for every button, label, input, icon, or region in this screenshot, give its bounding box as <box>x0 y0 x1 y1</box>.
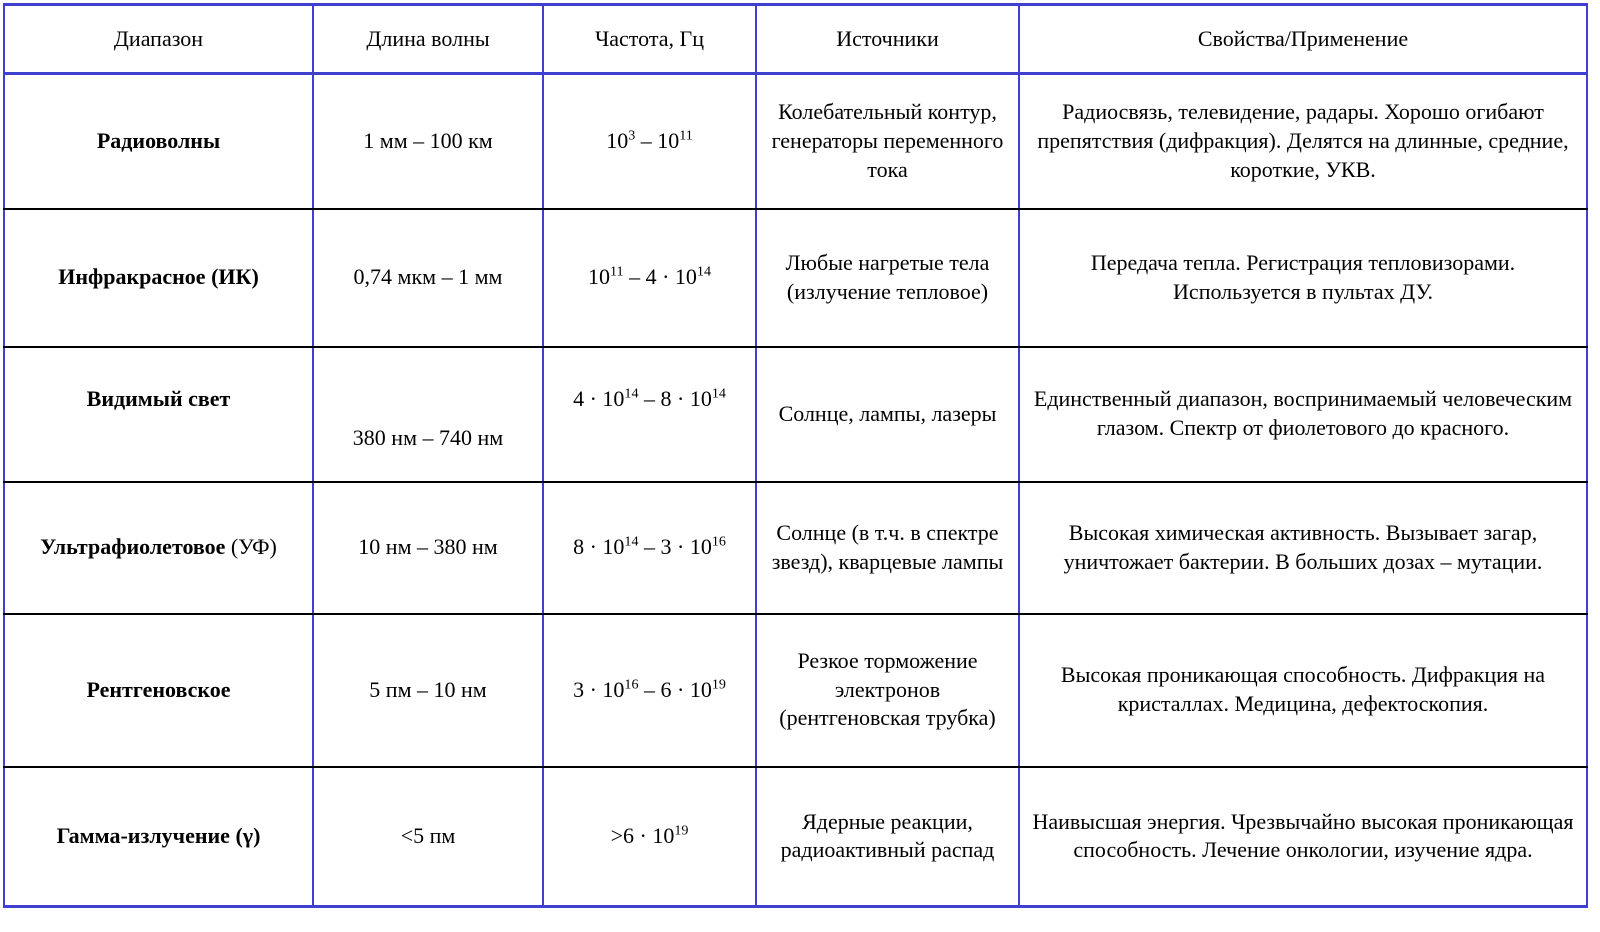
cell-wavelength-uv: 10 нм – 380 нм <box>313 482 543 614</box>
cell-band-visible <box>4 347 313 482</box>
cell-band-radio <box>4 74 313 209</box>
cell-frequency-uv: $8 \cdot 10^{14} - 3 \cdot 10^{16}$ <box>543 482 756 614</box>
band-label: Инфракрасное (ИК) <box>58 264 259 290</box>
electromagnetic-spectrum-table <box>3 3 1588 908</box>
table-row <box>4 209 1587 347</box>
cell-wavelength-infrared: 0,74 мкм – 1 мм <box>313 209 543 347</box>
cell-wavelength-radio: 1 мм – 100 км <box>313 74 543 209</box>
table-row <box>4 767 1587 907</box>
cell-properties-xray: Высокая проникающая способность. Дифракция на кристаллах. Медицина, дефектоскопия. <box>1019 614 1587 767</box>
column-header-src: Источники <box>756 5 1019 74</box>
cell-wavelength-xray: 5 пм – 10 нм <box>313 614 543 767</box>
cell-frequency-gamma: $>6 \cdot 10^{19}$ <box>543 767 756 907</box>
column-header-props: Свойства/Применение <box>1019 5 1587 74</box>
table-row <box>4 614 1587 767</box>
table-row <box>4 347 1587 482</box>
band-label: Видимый свет <box>86 385 231 411</box>
cell-sources-radio: Колебательный контур, генераторы переменного тока <box>756 74 1019 209</box>
column-header-band: Диапазон <box>4 5 313 74</box>
header-row <box>4 5 1587 74</box>
table-row <box>4 482 1587 614</box>
cell-frequency-radio: $10^3 - 10^{11}$ <box>543 74 756 209</box>
band-label: Рентгеновское <box>86 676 231 702</box>
cell-properties-gamma: Наивысшая энергия. Чрезвычайно высокая проникающая способность. Лечение онкологии, изучение ядра. <box>1019 767 1587 907</box>
table-header <box>4 5 1587 74</box>
table-body <box>4 74 1587 907</box>
cell-sources-xray: Резкое торможение электронов (рентгеновская трубка) <box>756 614 1019 767</box>
cell-properties-visible: Единственный диапазон, воспринимаемый человеческим глазом. Спектр от фиолетового до красного. <box>1019 347 1587 482</box>
cell-frequency-visible: $4 \cdot 10^{14} - 8 \cdot 10^{14}$ <box>543 347 756 482</box>
band-label: Ультрафиолетовое <box>40 534 226 560</box>
cell-properties-uv: Высокая химическая активность. Вызывает загар, уничтожает бактерии. В больших дозах – мутации. <box>1019 482 1587 614</box>
band-label: Гамма-излучение (γ) <box>56 822 261 848</box>
cell-frequency-infrared: $10^{11} - 4 \cdot 10^{14}$ <box>543 209 756 347</box>
cell-wavelength-visible: 380 нм – 740 нм <box>313 347 543 482</box>
cell-sources-infrared: Любые нагретые тела (излучение тепловое) <box>756 209 1019 347</box>
band-label: Радиоволны <box>96 127 221 153</box>
cell-sources-visible: Солнце, лампы, лазеры <box>756 347 1019 482</box>
cell-band-xray <box>4 614 313 767</box>
cell-band-uv <box>4 482 313 614</box>
band-label-suffix: (УФ) <box>225 534 277 560</box>
cell-sources-gamma: Ядерные реакции, радиоактивный распад <box>756 767 1019 907</box>
cell-properties-infrared: Передача тепла. Регистрация тепловизорами. Используется в пультах ДУ. <box>1019 209 1587 347</box>
cell-band-gamma <box>4 767 313 907</box>
cell-frequency-xray: $3 \cdot 10^{16} - 6 \cdot 10^{19}$ <box>543 614 756 767</box>
column-header-wave: Длина волны <box>313 5 543 74</box>
cell-properties-radio: Радиосвязь, телевидение, радары. Хорошо огибают препятствия (дифракция). Делятся на длинные, средние, короткие, УКВ. <box>1019 74 1587 209</box>
table-row <box>4 74 1587 209</box>
cell-band-infrared <box>4 209 313 347</box>
cell-wavelength-gamma: <5 пм <box>313 767 543 907</box>
cell-sources-uv: Солнце (в т.ч. в спектре звезд), кварцевые лампы <box>756 482 1019 614</box>
column-header-freq: Частота, Гц <box>543 5 756 74</box>
